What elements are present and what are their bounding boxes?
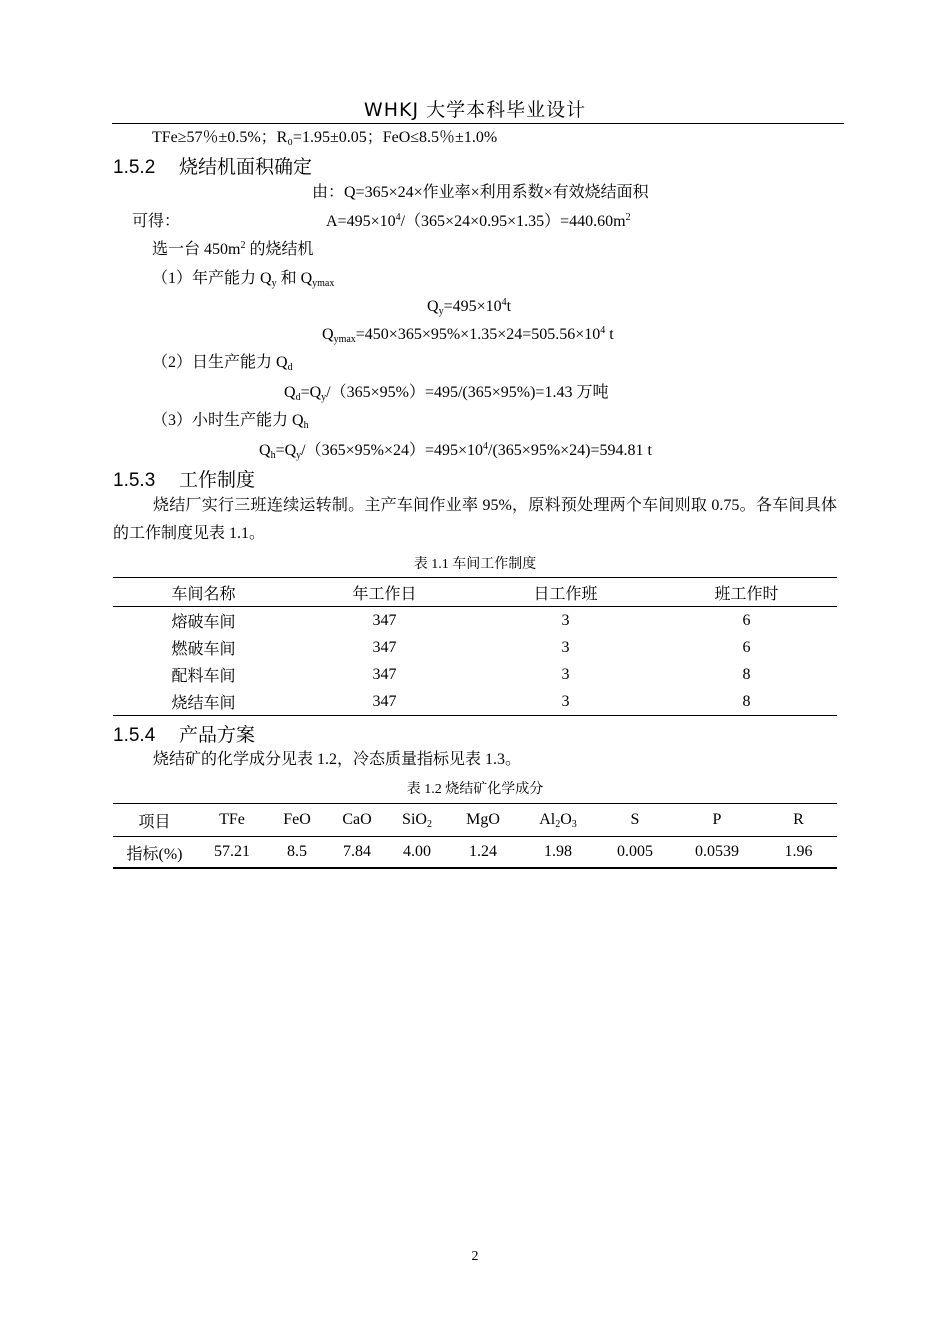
- col-header: 项目: [113, 804, 196, 837]
- area-formula: [326, 212, 631, 232]
- table-cell: 指标(%): [126, 845, 183, 863]
- formula-exponent: 4: [395, 212, 401, 223]
- formula-subscript: y: [438, 306, 444, 317]
- table-1-2-caption: 表 1.2 烧结矿化学成分: [406, 782, 544, 797]
- section-number: 1.5.3: [113, 470, 156, 491]
- table-1-1-caption: 表 1.1 车间工作制度: [413, 557, 537, 572]
- col-header: 日工作班: [475, 578, 656, 607]
- section-number: 1.5.4: [113, 725, 156, 746]
- formula-subscript: 3: [571, 819, 577, 830]
- sinter-chemistry-table: [113, 803, 837, 869]
- table-cell: 1.24: [469, 843, 497, 860]
- table-cell: 7.84: [343, 843, 371, 860]
- result-label: 可得：: [132, 213, 181, 230]
- formula-part: =495×10: [443, 298, 502, 315]
- formula-exponent: 4: [483, 441, 489, 452]
- table-cell: 6: [742, 611, 751, 629]
- table-cell: 1.96: [784, 843, 813, 860]
- table-cell: 347: [372, 611, 397, 629]
- col-header: CaO: [326, 804, 388, 837]
- product-plan-paragraph: 烧结矿的化学成分见表 1.2，冷态质量指标见表 1.3。: [153, 751, 522, 768]
- formula-part: Q: [322, 326, 334, 343]
- section-title: 工作制度: [179, 469, 256, 491]
- item-annual-capacity: [152, 269, 334, 289]
- formula-subscript: d: [295, 392, 301, 403]
- table-cell: 347: [372, 665, 397, 683]
- section-title: 产品方案: [179, 724, 256, 746]
- workshop-schedule-table: [113, 577, 837, 716]
- formula-part: /(365×95%×24)=594.81 t: [488, 442, 652, 459]
- col-header: P: [674, 804, 760, 837]
- formula-exponent: 4: [600, 325, 606, 336]
- text-part: Al: [539, 811, 556, 828]
- text-part: （3）小时生产能力 Q: [152, 412, 304, 429]
- qh-formula: [259, 441, 652, 461]
- col-header: R: [760, 804, 837, 837]
- table-cell: 8: [742, 692, 751, 710]
- col-header: S: [596, 804, 674, 837]
- table-cell: 1.98: [544, 843, 572, 860]
- table-cell: 347: [372, 692, 397, 710]
- text-part: 和 Q: [276, 270, 313, 287]
- formula-part: /（365×95%）=495/(365×95%)=1.43 万吨: [326, 384, 609, 401]
- col-header: 年工作日: [294, 578, 475, 607]
- formula-subscript: d: [287, 362, 293, 373]
- text-part: 的烧结机: [245, 241, 314, 258]
- table-cell: 4.00: [403, 843, 431, 860]
- formula-part: Q: [259, 442, 271, 459]
- formula-part: t: [605, 326, 614, 343]
- formula-basis: 由：Q=365×24×作业率×利用系数×有效烧结面积: [312, 184, 649, 201]
- formula-subscript: 2: [555, 819, 561, 830]
- table-cell: 8.5: [287, 843, 307, 860]
- col-header: TFe: [196, 804, 268, 837]
- table-row: [113, 607, 837, 635]
- table-cell: 配料车间: [171, 668, 236, 685]
- formula-part: /（365×24×0.95×1.35）=440.60m: [400, 213, 626, 230]
- section-number: 1.5.2: [113, 157, 156, 178]
- table-cell: 烧结车间: [171, 695, 236, 712]
- formula-subscript: y: [271, 278, 277, 289]
- formula-exponent: 2: [240, 240, 246, 251]
- table-cell: 3: [561, 692, 570, 710]
- formula-subscript: y: [296, 450, 302, 461]
- table-row: [113, 688, 837, 716]
- machine-choice-line: [152, 240, 313, 260]
- table-header-row: [113, 578, 837, 607]
- formula-part: /（365×95%×24）=495×10: [301, 442, 484, 459]
- table-cell: 6: [742, 638, 751, 656]
- formula-exponent: 4: [501, 297, 507, 308]
- formula-subscript: ymax: [333, 334, 356, 345]
- table-cell: 3: [561, 611, 570, 629]
- item-daily-capacity: [152, 353, 293, 373]
- page-header-title: WHKJ 大学本科毕业设计: [363, 99, 587, 121]
- formula-subscript: h: [270, 450, 276, 461]
- section-title: 烧结机面积确定: [179, 156, 313, 178]
- formula-part: =450×365×95%×1.35×24=505.56×10: [355, 326, 601, 343]
- formula-part: Q: [284, 384, 296, 401]
- table-cell: 3: [561, 665, 570, 683]
- formula-subscript: h: [303, 420, 309, 431]
- text-part: 选一台 450m: [152, 241, 241, 258]
- text-part: SiO: [402, 811, 427, 828]
- table-row: [113, 661, 837, 688]
- formula-part: Q: [427, 298, 439, 315]
- col-header: FeO: [268, 804, 326, 837]
- work-schedule-paragraph: 烧结厂实行三班连续运转制。主产车间作业率 95%，原料预处理两个车间则取 0.75。各车间具体的工作制度见表 1.1。: [113, 497, 837, 542]
- section-heading-1-5-3: [113, 469, 255, 492]
- table-cell: 347: [372, 638, 397, 656]
- formula-subscript: y: [321, 392, 327, 403]
- qd-formula: [284, 383, 608, 403]
- table-row: [113, 837, 837, 869]
- formula-subscript: 2: [426, 819, 432, 830]
- formula-exponent: 2: [625, 212, 631, 223]
- table-cell: 0.0539: [695, 843, 739, 860]
- table-cell: 3: [561, 638, 570, 656]
- table-cell: 0.005: [617, 843, 653, 860]
- col-header: MgO: [446, 804, 520, 837]
- sinter-spec-line: TFe≥57％±0.5%；R₀=1.95±0.05；FeO≤8.5％±1.0%: [152, 129, 498, 146]
- table-header-row: [113, 804, 837, 837]
- text-part: （1）年产能力 Q: [152, 270, 272, 287]
- item-hourly-capacity: [152, 411, 309, 431]
- formula-subscript: ymax: [312, 278, 335, 289]
- section-heading-1-5-4: [113, 724, 255, 747]
- formula-part: =Q: [275, 442, 297, 459]
- qymax-formula: [322, 325, 614, 345]
- col-header: 班工作时: [656, 578, 837, 607]
- formula-part: t: [506, 298, 512, 315]
- table-row: [113, 634, 837, 661]
- text-part: （2）日生产能力 Q: [152, 354, 288, 371]
- table-cell: 燃破车间: [171, 641, 236, 658]
- text-part: O: [560, 811, 572, 828]
- col-header: 车间名称: [113, 578, 294, 607]
- section-heading-1-5-2: [113, 156, 312, 179]
- col-header: [388, 804, 446, 837]
- table-cell: 57.21: [214, 843, 250, 860]
- formula-part: =Q: [300, 384, 322, 401]
- header-rule: [112, 123, 844, 124]
- col-header: [520, 804, 596, 837]
- qy-formula: [427, 297, 511, 317]
- page-number: 2: [471, 1249, 479, 1264]
- table-cell: 8: [742, 665, 751, 683]
- table-cell: 熔破车间: [171, 614, 236, 631]
- formula-part: A=495×10: [326, 213, 396, 230]
